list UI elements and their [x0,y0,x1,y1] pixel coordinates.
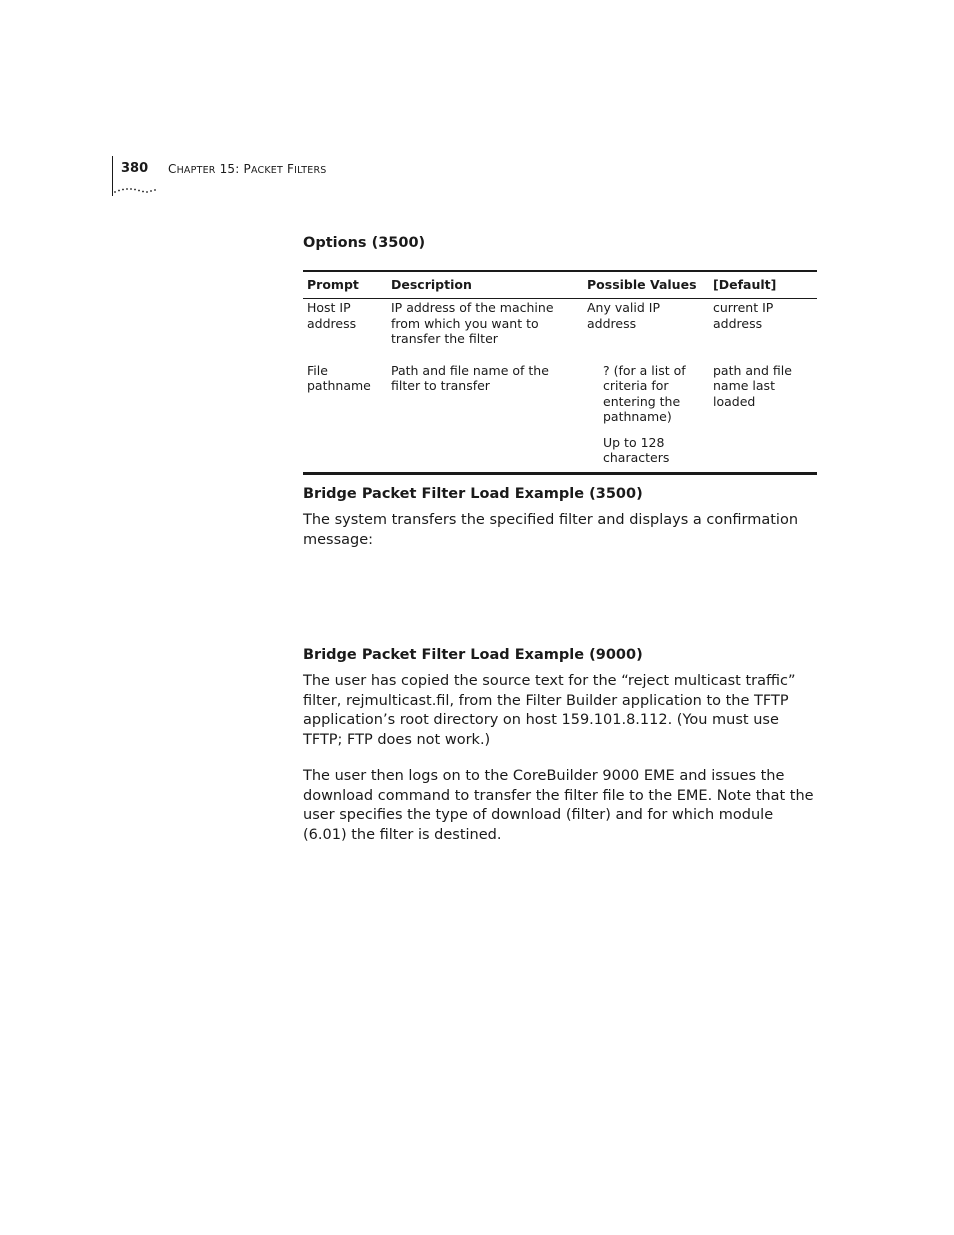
table-row [303,299,817,363]
running-head-f: F [282,162,295,176]
cell-values-secondary: Up to 128 characters [583,435,709,474]
example-3500-heading: Bridge Packet Filter Load Example (3500) [303,486,643,502]
cell-prompt: Host IP address [307,300,357,331]
example-3500-text: The system transfers the specified filter and displays a confirmation message: [303,512,799,548]
running-head-hapter: HAPTER [176,165,216,176]
page-marker-dots [114,186,156,194]
running-head-p: P [243,162,251,176]
options-table [303,270,817,475]
options-heading: Options (3500) [303,235,426,251]
cell-description: IP address of the machine from which you want to transfer the filter [391,300,554,346]
column-header-default: [Default] [709,271,817,299]
cell-values: Any valid IP address [587,300,660,331]
column-header-possible-values: Possible Values [583,271,709,299]
cell-default: current IP address [713,300,774,331]
example-9000-paragraph-1: The user has copied the source text for the “reject multicast traffic” filter, rejmulticast.fil, from the Filter Builder application to the TFTP application’s root directory on host 159.101.8.112. (You must use TFTP; FTP does not work.) [303,673,796,748]
running-head-c: C [168,162,177,176]
page-marker-rule [112,156,113,196]
column-header-prompt: Prompt [303,271,387,299]
options-table-header-row [303,271,817,299]
running-head-num: 15: [215,162,244,176]
cell-default: path and file name last loaded [709,363,817,474]
table-row [303,363,817,435]
running-head-ilters: ILTERS [294,165,327,176]
cell-values: ? (for a list of criteria for entering the pathname) [603,362,686,424]
page-number: 380 [121,161,149,176]
example-9000-paragraph-2: The user then logs on to the CoreBuilder 9000 EME and issues the download command to transfer the filter file to the EME. Note that the user specifies the type of download (filter) and for which module (6.01) the filter is destined. [303,768,814,843]
cell-description: Path and file name of the filter to transfer [387,363,583,474]
running-head [168,162,327,176]
cell-prompt: File pathname [303,363,387,474]
example-9000-heading: Bridge Packet Filter Load Example (9000) [303,647,643,663]
running-head-acket: ACKET [250,165,283,176]
column-header-description: Description [387,271,583,299]
